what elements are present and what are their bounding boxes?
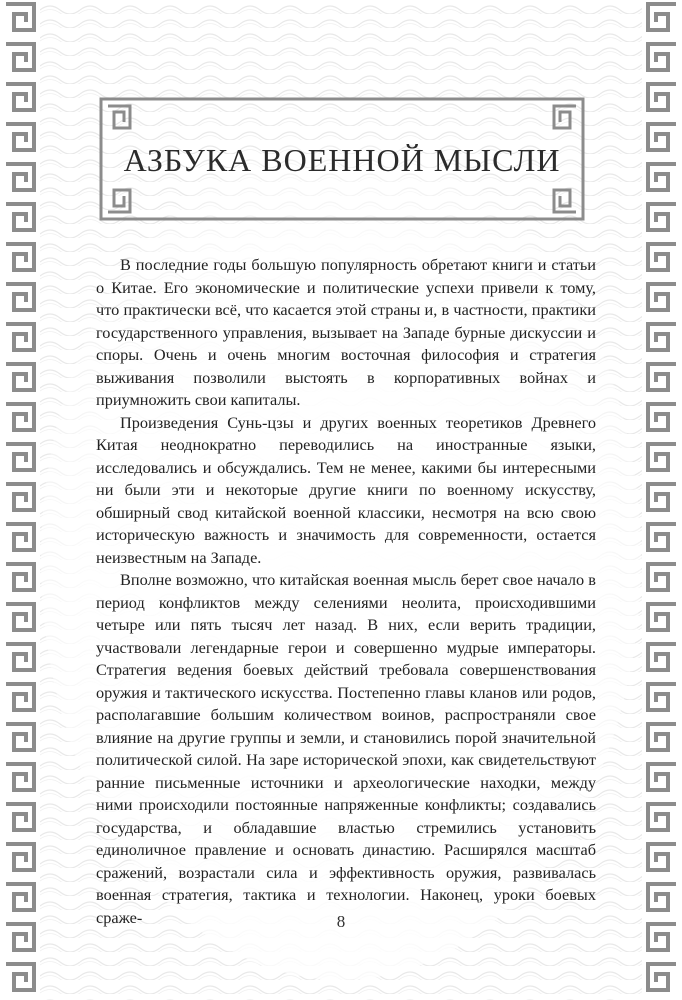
paragraph: В последние годы большую популярность обретают книги и статьи о Китае. Его экономические и политические успехи привели к тому, что практически всё, что касается этой страны и, в частности, практики государственного управления, вызывает на Западе бурные дискуссии и споры. Очень и очень многим восточная философия и стратегия выживания позволили выстоять в корпоративных войнах и приумножить свои капиталы. — [96, 255, 596, 409]
chapter-title: АЗБУКА ВОЕННОЙ МЫСЛИ — [123, 142, 561, 178]
paragraph: Произведения Сунь-цзы и других военных теоретиков Древнего Китая неоднократно переводились на иностранные языки, исследовались и обсуждались. Тем не менее, какими бы интересными ни были эти и некоторые другие книги по военному искусству, обширный свод китайской военной классики, несмотря на всю свою историческую важность и значимость для современности, остается неизвестным на Западе. — [96, 412, 596, 567]
left-fretwork-border — [0, 0, 40, 1000]
right-fretwork-border — [642, 0, 682, 1000]
page-number: 8 — [336, 912, 346, 931]
paragraph: Вполне возможно, что китайская военная мысль берет свое начало в период конфликтов между селениями неолита, происходившими четыре или пять тысяч лет назад. В них, если верить традиции, участвовали легендарные герои и совершенно мудрые императоры. Стратегия ведения боевых действий требовала совершенствования оружия и тактического искусства. Постепенно главы кланов или родов, располагавшие большим количеством воинов, распространяли свое влияние на другие группы и земли, и становились порой значительной политической силой. На заре исторической эпохи, как свидетельствуют ранние письменные источники и археологические находки, между ними происходили постоянные напряженные конфликты; создавались государства, и обладавшие властью стремились установить единоличное правление и основать династию. Расширялся масштаб сражений, возрастали сила и эффективность оружия, развивалась военная стратегия, тактика и технологии. Наконец, уроки боевых сраже- — [96, 570, 596, 927]
body-text — [96, 254, 596, 929]
